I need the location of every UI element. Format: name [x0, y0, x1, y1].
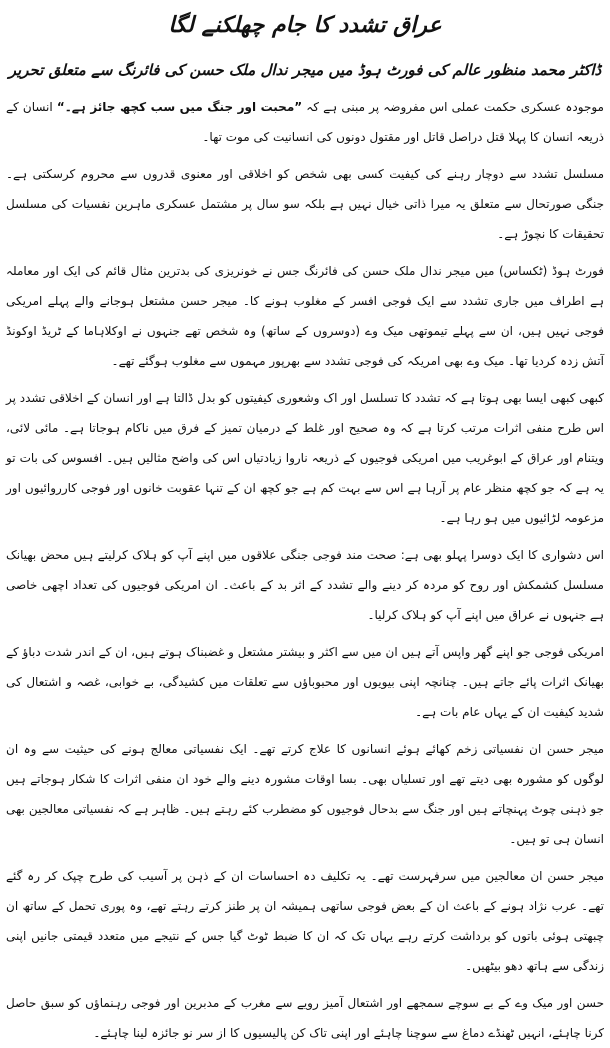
paragraph-1-before: موجودہ عسکری حکمت عملی اس مفروضہ پر مبنی ہے کہ	[302, 100, 604, 114]
paragraph-8: میجر حسن ان معالجین میں سرفہرست تھے۔ یہ تکلیف دہ احساسات ان کے ذہن پر آسیب کی طرح چپک کر رہ گئے تھے۔ عرب نژاد ہونے کے باعث ان کے بعض فوجی ساتھی ہمیشہ ان پر طنز کرتے رہتے تھے، وہ پوری تحمل کے ساتھ ان چبھتی ہوئی باتوں کو برداشت کرتے رہے یہاں تک کہ ان کا ضبط ٹوٹ گیا جس کے نتیجے میں متعدد قیمتی جانیں اپنی زندگی سے ہاتھ دھو بیٹھیں۔	[6, 869, 604, 973]
paragraph-4: کبھی کبھی ایسا بھی ہوتا ہے کہ تشدد کا تسلسل اور اک وشعوری کیفیتوں کو بدل ڈالتا ہے اور انسان کے اخلاقی تشدد پر اس طرح منفی اثرات مرتب کرتا ہے کہ وہ صحیح اور غلط کے درمیان تمیز کے فرق میں ناکام ہوجاتا ہے۔ مائی لائی، ویتنام اور عراق کے ابوغریب میں امریکی فوجیوں کے ذریعہ ناروا زیادتیاں اس کی واضح مثالیں ہیں۔ افسوس کی بات تو یہ ہے کہ جو کچھ منظر عام پر آرہا ہے اس سے بہت کم ہے جو کچھ ان کے تنہا عقوبت خانوں اور فوجی کارروائیوں اور مزعومہ لڑائیوں میں ہو رہا ہے۔	[6, 391, 604, 525]
paragraph-1-emphasis: ”محبت اور جنگ میں سب کچھ جائز ہے۔“	[56, 100, 303, 114]
paragraph-7: میجر حسن ان نفسیاتی زخم کھائے ہوئے انسانوں کا علاج کرتے تھے۔ ایک نفسیاتی معالج ہونے کی حیثیت سے وہ ان لوگوں کو مشورہ بھی دیتے تھے اور تسلیاں بھی۔ بسا اوقات مشورہ دینے والے خود ان منفی اثرات کا شکار ہوجاتے ہیں جو ذہنی چوٹ پہنچاتے ہیں اور جنگ سے بدحال فوجیوں کو مضطرب کئے رہتے ہیں۔ ظاہر ہے کہ نفسیاتی معالجین بھی انسان ہی تو ہیں۔	[6, 742, 604, 846]
paragraph-9: حسن اور میک وے کے بے سوچے سمجھے اور اشتعال آمیز رویے سے مغرب کے مدبرین اور فوجی رہنماؤں کو سبق حاصل کرنا چاہئے، انہیں ٹھنڈے دماغ سے سوچنا چاہئے اور اپنی تاک کن پالیسیوں کا از سر نو جائزہ لینا چاہئے۔	[6, 996, 604, 1040]
paragraph-1	[6, 92, 604, 152]
paragraph-1-after: انسان کے ذریعہ انسان کا پہلا قتل دراصل قاتل اور مقتول دونوں کی انسانیت کی موت تھا۔	[6, 100, 604, 144]
paragraph-6: امریکی فوجی جو اپنے گھر واپس آتے ہیں ان میں سے اکثر و بیشتر مشتعل و غضبناک ہوتے ہیں، ان کے اندر شدت دباؤ کے بھیانک اثرات پائے جاتے ہیں۔ چنانچہ اپنی بیویوں اور محبوباؤں سے تعلقات میں کشیدگی، بے خوابی، غصہ و اشتعال کی شدید کیفیت ان کے یہاں عام بات ہے۔	[6, 645, 604, 719]
paragraph-2: مسلسل تشدد سے دوچار رہنے کی کیفیت کسی بھی شخص کو اخلاقی اور معنوی قدروں سے محروم کرسکتی ہے۔ جنگی صورتحال سے متعلق یہ میرا ذاتی خیال نہیں ہے بلکہ سو سال پر مشتمل عسکری ماہرین نفسیات کی مسلسل تحقیقات کا نچوڑ ہے۔	[6, 167, 604, 241]
article-subtitle: ڈاکٹر محمد منظور عالم کی فورٹ ہوڈ میں میجر ندال ملک حسن کی فائرنگ سے متعلق تحریر	[8, 61, 602, 79]
paragraph-5: اس دشواری کا ایک دوسرا پہلو بھی ہے: صحت مند فوجی جنگی علاقوں میں اپنے آپ کو ہلاک کرلیتے ہیں محض بھیانک مسلسل کشمکش اور روح کو مردہ کر دینے والے تشدد کے اثر بد کے باعث۔ ان امریکی فوجیوں کی تعداد اچھی خاصی ہے جنہوں نے عراق میں اپنے آپ کو ہلاک کرلیا۔	[6, 548, 604, 622]
article-body	[6, 92, 604, 1048]
paragraph-3: فورٹ ہوڈ (ٹکساس) میں میجر ندال ملک حسن کی فائرنگ جس نے خونریزی کی بدترین مثال قائم کی ایک اور معاملہ ہے اطراف میں جاری تشدد سے ایک فوجی افسر کے مغلوب ہونے کا۔ میجر حسن مشتعل ہوجانے والے پہلے امریکی فوجی نہیں ہیں، ان سے پہلے تیموتھی میک وے (دوسروں کے ساتھ) وہ شخص تھے جنہوں نے اوکلاہاما کے ٹریڈ اوکونڈ آتش زدہ کردیا تھا۔ میک وے بھی امریکہ کی فوجی تشدد سے بھرپور مہموں سے مغلوب ہوگئے تھے۔	[6, 264, 604, 368]
article-title: عراق تشدد کا جام چھلکنے لگا	[168, 13, 442, 38]
